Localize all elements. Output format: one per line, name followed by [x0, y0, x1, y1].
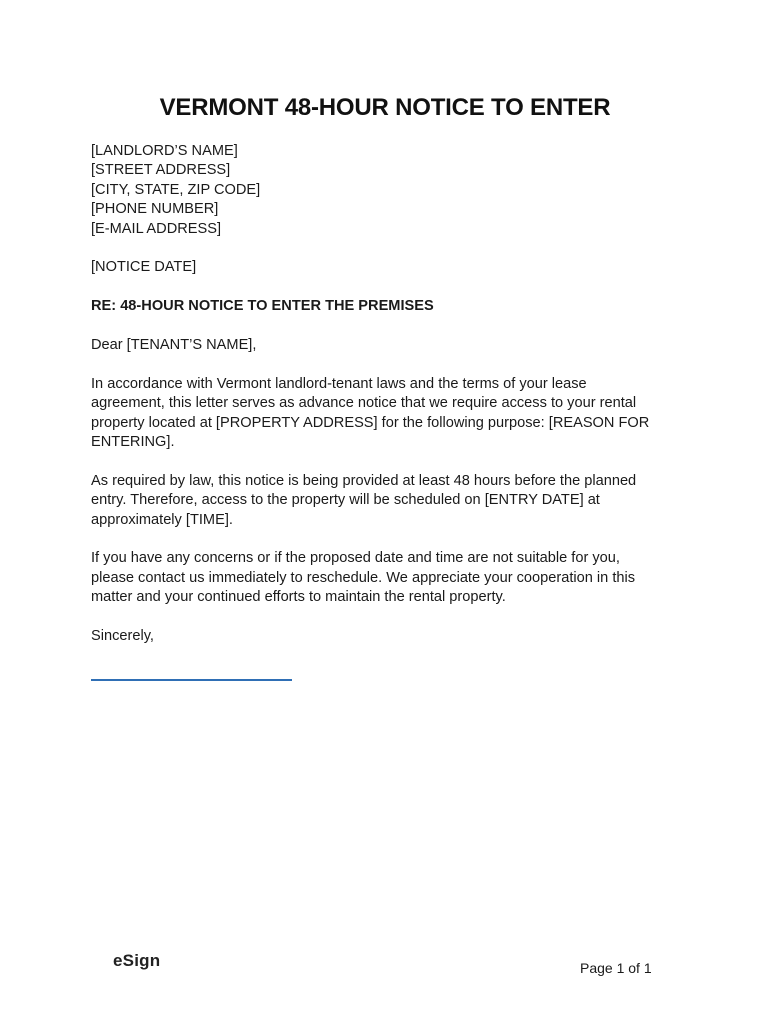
document-title: VERMONT 48-HOUR NOTICE TO ENTER [159, 94, 611, 121]
paragraph-line: agreement, this letter serves as advance notice that we require access to your rental [91, 395, 637, 412]
paragraph-line: approximately [TIME]. [91, 511, 233, 528]
paragraph-3 [91, 549, 691, 607]
sender-address-block [91, 142, 691, 239]
page-number: Page 1 of 1 [580, 960, 652, 976]
sender-email: [E-MAIL ADDRESS] [91, 220, 222, 237]
sender-name: [LANDLORD’S NAME] [91, 143, 238, 159]
letter-body [91, 142, 691, 666]
sender-city-state-zip: [CITY, STATE, ZIP CODE] [91, 181, 261, 198]
paragraph-line: As required by law, this notice is being provided at least 48 hours before the planned [91, 472, 637, 489]
paragraph-line: matter and your continued efforts to maintain the rental property. [91, 589, 506, 606]
salutation: Dear [TENANT’S NAME], [91, 337, 257, 354]
sender-street: [STREET ADDRESS] [91, 162, 231, 179]
sender-phone: [PHONE NUMBER] [91, 201, 219, 218]
paragraph-2 [91, 472, 691, 530]
signature-line[interactable] [91, 679, 292, 681]
paragraph-line: In accordance with Vermont landlord-tenant laws and the terms of your lease [91, 375, 587, 392]
paragraph-line: property located at [PROPERTY ADDRESS] for the following purpose: [REASON FOR [91, 414, 650, 431]
paragraph-line: If you have any concerns or if the proposed date and time are not suitable for you, [91, 550, 620, 567]
paragraph-line: entry. Therefore, access to the property will be scheduled on [ENTRY DATE] at [91, 492, 600, 509]
paragraph-line: please contact us immediately to reschedule. We appreciate your cooperation in this [91, 569, 636, 586]
notice-date: [NOTICE DATE] [91, 259, 197, 276]
paragraph-1 [91, 375, 691, 453]
esign-logo: eSign [113, 951, 161, 970]
paragraph-line: ENTERING]. [91, 434, 175, 451]
subject-line: RE: 48-HOUR NOTICE TO ENTER THE PREMISES [91, 298, 434, 315]
closing: Sincerely, [91, 628, 154, 645]
